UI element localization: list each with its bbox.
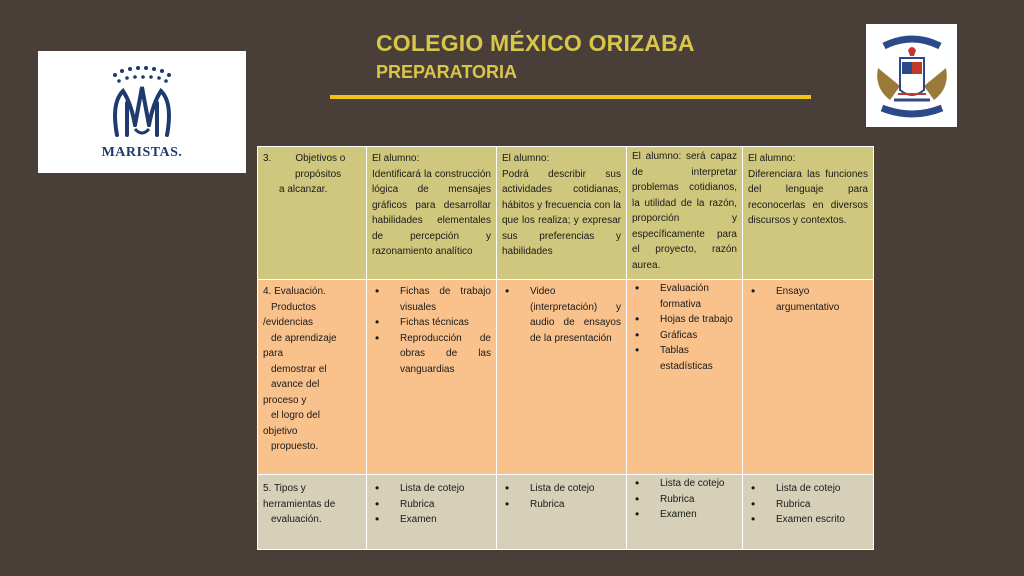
evaluation-table <box>257 146 874 550</box>
evidence-cell-4 <box>743 280 874 475</box>
evidence-cell-1 <box>367 280 497 475</box>
list-item: • Lista de cotejo <box>632 476 737 492</box>
maristas-logo-box <box>38 51 246 173</box>
table-row-evaluation <box>258 280 874 475</box>
title-underline <box>330 95 811 99</box>
row-label-evaluation: 4. Evaluación. Productos /evidencias de aprendizaje para demostrar el avance del proceso y el logro del objetivo propuesto. <box>258 280 367 475</box>
maristas-logo-icon <box>97 63 187 143</box>
table-row-objectives <box>258 147 874 280</box>
list-item: • Fichas técnicas <box>372 315 491 331</box>
colegio-crest-box <box>866 24 957 127</box>
list-item: • Tablas estadísticas <box>632 343 737 374</box>
objective-cell-2: El alumno: Podrá describir sus actividades cotidianas, hábitos y frecuencia con la que los realiza; y expresar sus preferencias y habilidades <box>497 147 627 280</box>
table-row-tools <box>258 475 874 550</box>
list-item: • Reproducción de obras de las vanguardias <box>372 331 491 378</box>
list-item: • Fichas de trabajo visuales <box>372 284 491 315</box>
list-item: • Lista de cotejo <box>372 481 491 497</box>
tools-cell-3 <box>627 475 743 550</box>
objective-cell-1: El alumno: Identificará la construcción lógica de mensajes gráficos para desarrollar habilidades elementales de percepción y razonamiento analítico <box>367 147 497 280</box>
list-item: • Ensayo argumentativo <box>748 284 868 315</box>
list-item: • Gráficas <box>632 328 737 344</box>
list-item: • Lista de cotejo <box>502 481 621 497</box>
tools-cell-4 <box>743 475 874 550</box>
list-item: • Rubrica <box>372 497 491 513</box>
list-item: • Video (interpretación) y audio de ensayos de la presentación <box>502 284 621 346</box>
list-item: • Examen escrito <box>748 512 868 528</box>
list-item: • Evaluación formativa <box>632 281 737 312</box>
list-item: • Rubrica <box>748 497 868 513</box>
colegio-mexico-crest-icon <box>870 28 954 124</box>
list-item: • Examen <box>372 512 491 528</box>
page-subtitle: PREPARATORIA <box>376 62 518 82</box>
list-item: • Rubrica <box>632 492 737 508</box>
list-item: • Lista de cotejo <box>748 481 868 497</box>
list-item: • Hojas de trabajo <box>632 312 737 328</box>
objective-cell-4: El alumno: Diferenciara las funciones del lenguaje para reconocerlas en diversos discursos y contextos. <box>743 147 874 280</box>
row-label-objectives: 3. Objetivos o propósitos a alcanzar. <box>258 147 367 280</box>
objective-cell-3: El alumno: será capaz de interpretar problemas cotidianos, la utilidad de la razón, proporción y específicamente para el proyecto, razón aurea. <box>627 147 743 280</box>
maristas-brand-text: MARISTAS. <box>101 145 183 160</box>
list-item: • Examen <box>632 507 737 523</box>
evidence-cell-2 <box>497 280 627 475</box>
page-title: COLEGIO MÉXICO ORIZABA <box>376 30 695 56</box>
list-item: • Rubrica <box>502 497 621 513</box>
row-label-tools: 5. Tipos y herramientas de evaluación. <box>258 475 367 550</box>
tools-cell-2 <box>497 475 627 550</box>
tools-cell-1 <box>367 475 497 550</box>
evidence-cell-3 <box>627 280 743 475</box>
